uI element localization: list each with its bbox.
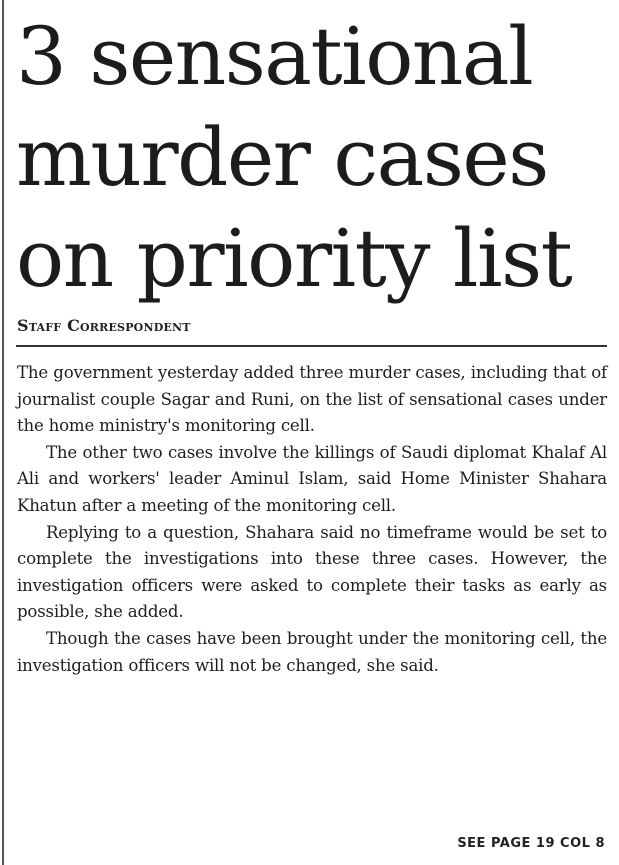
headline-line: 3 sensational [16,10,533,103]
paragraph: Though the cases have been brought under the monitoring cell, the investigation officers will not be changed, she said. [17,628,607,675]
paragraph: The other two cases involve the killings of Saudi diplomat Khalaf Al Ali and workers' leader Aminul Islam, said Home Minister Shahara Khatun after a meeting of the monitoring cell. [17,442,607,515]
headline [16,6,616,309]
headline-line: murder cases [16,111,548,204]
byline-divider [16,345,607,347]
continuation-jump: SEE PAGE 19 COL 8 [457,836,605,851]
column-rule [2,0,4,865]
paragraph: The government yesterday added three murder cases, including that of journalist couple Sagar and Runi, on the list of sensational cases under the home ministry's monitoring cell. [17,363,607,436]
headline-line: on priority list [16,212,572,305]
article-body [17,360,607,679]
byline: Staff Correspondent [17,316,191,335]
paragraph: Replying to a question, Shahara said no timeframe would be set to complete the investigations into these three cases. However, the investigation officers were asked to complete their tasks as early as possible, she added. [17,522,607,622]
